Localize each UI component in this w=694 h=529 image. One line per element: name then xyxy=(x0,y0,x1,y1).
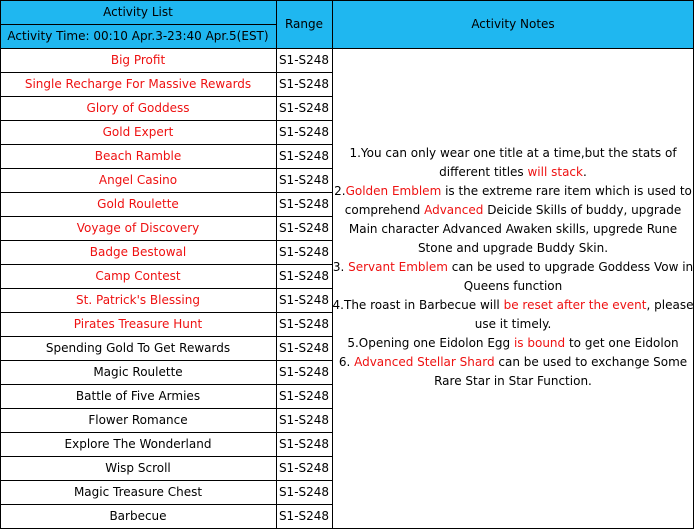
border-line xyxy=(0,216,332,217)
activity-range: S1-S248 xyxy=(278,341,330,355)
activity-name: Spending Gold To Get Rewards xyxy=(45,341,231,355)
activity-range: S1-S248 xyxy=(278,509,330,523)
activity-range: S1-S248 xyxy=(278,365,330,379)
border-line xyxy=(0,360,332,361)
note-highlight: Servant Emblem xyxy=(348,260,448,274)
border-line xyxy=(0,120,332,121)
activity-name: Voyage of Discovery xyxy=(76,221,200,235)
note-text: 3. xyxy=(332,260,349,274)
activity-time-header: Activity Time: 00:10 Apr.3-23:40 Apr.5(EST) xyxy=(0,24,276,48)
note-highlight: Golden Emblem xyxy=(345,184,442,198)
note-item xyxy=(332,296,694,334)
activity-name: Single Recharge For Massive Rewards xyxy=(24,77,252,91)
notes-header: Activity Notes xyxy=(332,0,694,48)
note-highlight: will stack xyxy=(527,165,583,179)
note-text: 5.Opening one Eidolon Egg xyxy=(347,336,514,350)
border-line xyxy=(0,288,332,289)
activity-name: Flower Romance xyxy=(88,413,188,427)
border-line xyxy=(0,312,332,313)
activity-range: S1-S248 xyxy=(278,269,330,283)
border-line xyxy=(0,192,332,193)
note-highlight: Advanced Stellar Shard xyxy=(354,355,495,369)
border-line xyxy=(0,264,332,265)
border-line xyxy=(0,240,332,241)
activity-name: Angel Casino xyxy=(98,173,178,187)
border-line xyxy=(0,384,332,385)
note-text: Deicide Skills of buddy, upgrade Main character Advanced Awaken skills, upgrede Rune Stone and upgrade Buddy Skin. xyxy=(348,203,682,255)
activity-range: S1-S248 xyxy=(278,437,330,451)
border-line xyxy=(0,432,332,433)
note-highlight: Advanced xyxy=(424,203,484,217)
note-item xyxy=(332,182,694,258)
note-item xyxy=(332,144,694,182)
activity-name: Beach Ramble xyxy=(94,149,182,163)
activity-name: Big Profit xyxy=(110,53,166,67)
note-item xyxy=(332,258,694,296)
activity-range: S1-S248 xyxy=(278,245,330,259)
activity-range: S1-S248 xyxy=(278,53,330,67)
border-line xyxy=(0,48,694,49)
border-line xyxy=(276,0,277,528)
border-line xyxy=(332,0,333,528)
border-line xyxy=(0,144,332,145)
activity-name: Gold Expert xyxy=(102,125,174,139)
activity-range: S1-S248 xyxy=(278,389,330,403)
note-text: , please use it timely. xyxy=(474,298,694,331)
activity-range: S1-S248 xyxy=(278,77,330,91)
note-text: to get one Eidolon xyxy=(565,336,679,350)
activity-name: Gold Roulette xyxy=(97,197,179,211)
activity-name: Explore The Wonderland xyxy=(64,437,212,451)
activity-name: Pirates Treasure Hunt xyxy=(73,317,203,331)
note-item xyxy=(332,353,694,391)
activity-range: S1-S248 xyxy=(278,413,330,427)
activity-range: S1-S248 xyxy=(278,485,330,499)
note-highlight: be reset after the event xyxy=(503,298,647,312)
note-text: 4.The roast in Barbecue will xyxy=(332,298,504,312)
note-text: 1.You can only wear one title at a time,but the stats of different titles xyxy=(349,146,677,179)
border-line xyxy=(0,0,694,1)
activity-range: S1-S248 xyxy=(278,293,330,307)
activity-name: St. Patrick's Blessing xyxy=(76,293,200,307)
activity-range: S1-S248 xyxy=(278,149,330,163)
border-line xyxy=(0,0,1,529)
activity-range: S1-S248 xyxy=(278,125,330,139)
border-line xyxy=(0,72,332,73)
activity-name: Badge Bestowal xyxy=(89,245,187,259)
note-text: 6. xyxy=(338,355,355,369)
activity-name: Camp Contest xyxy=(95,269,181,283)
activity-range: S1-S248 xyxy=(278,197,330,211)
activity-name: Glory of Goddess xyxy=(86,101,190,115)
activity-range: S1-S248 xyxy=(278,101,330,115)
note-highlight: is bound xyxy=(513,336,566,350)
note-text: is the extreme rare item which is used to comprehend xyxy=(344,184,692,217)
note-text: 2. xyxy=(334,184,346,198)
note-text: can be used to upgrade Goddess Vow in Queens function xyxy=(447,260,694,293)
note-item xyxy=(332,334,694,353)
range-header: Range xyxy=(276,0,332,48)
border-line xyxy=(0,408,332,409)
activity-notes xyxy=(332,144,694,391)
activity-range: S1-S248 xyxy=(278,221,330,235)
border-line xyxy=(0,24,276,25)
activity-range: S1-S248 xyxy=(278,461,330,475)
border-line xyxy=(0,504,332,505)
note-text: can be used to exchange Some Rare Star in Star Function. xyxy=(434,355,688,388)
border-line xyxy=(0,480,332,481)
border-line xyxy=(0,168,332,169)
border-line xyxy=(0,456,332,457)
activity-name: Wisp Scroll xyxy=(105,461,171,475)
note-text: . xyxy=(582,165,587,179)
activity-name: Magic Treasure Chest xyxy=(73,485,203,499)
activity-range: S1-S248 xyxy=(278,317,330,331)
activity-range: S1-S248 xyxy=(278,173,330,187)
activity-name: Barbecue xyxy=(109,509,167,523)
border-line xyxy=(0,336,332,337)
activity-name: Battle of Five Armies xyxy=(75,389,201,403)
border-line xyxy=(0,96,332,97)
activity-name: Magic Roulette xyxy=(93,365,183,379)
activity-list-header: Activity List xyxy=(0,0,276,24)
